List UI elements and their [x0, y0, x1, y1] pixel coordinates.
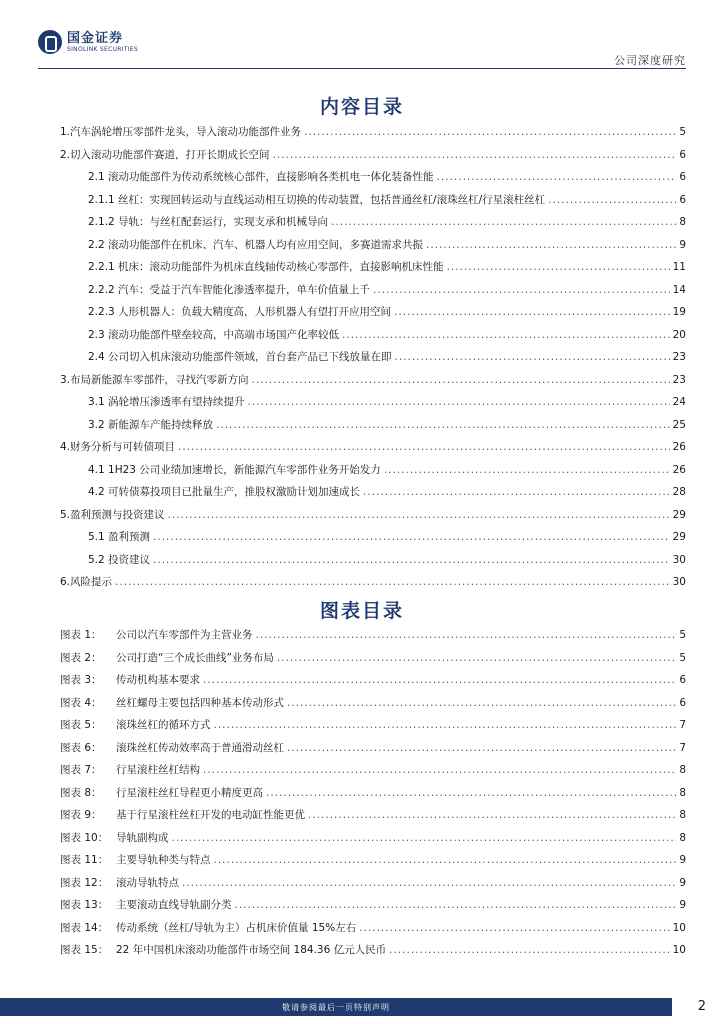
toc-entry-label: 2.1.1 丝杠：实现回转运动与直线运动相互切换的传动装置，包括普通丝杠/滚珠丝杠/行星滚柱丝杠 [88, 193, 546, 206]
figure-entry-page: 10 [672, 921, 686, 934]
figure-entry-number: 图表 10： [60, 831, 109, 844]
toc-entry[interactable] [60, 211, 686, 234]
figure-entry-page: 7 [679, 719, 686, 731]
toc-entry-page: 8 [679, 216, 686, 228]
brand-name-en: SINOLINK SECURITIES [67, 45, 139, 53]
toc-entry-label: 2.1.2 导轨：与丝杠配套运行，实现支承和机械导向 [88, 216, 329, 228]
figure-list [60, 624, 686, 962]
figure-leader-dots [308, 804, 676, 827]
report-type: 公司深度研究 [614, 54, 686, 67]
figure-entry[interactable] [60, 624, 686, 647]
figure-entry[interactable] [60, 692, 686, 715]
figure-entry-label: 22 年中国机床滚动功能部件市场空间 184.36 亿元人民币 [116, 944, 387, 956]
figure-entry-label: 行星滚柱丝杠导程更小精度更高 [116, 786, 263, 799]
toc-entry-page: 23 [672, 373, 686, 386]
figure-entry-label: 传动机构基本要求 [116, 674, 200, 686]
toc-entry-label: 5.2 投资建议 [88, 553, 151, 566]
toc-leader-dots [384, 459, 670, 482]
toc-entry[interactable] [60, 549, 686, 572]
toc-leader-dots [342, 324, 670, 347]
figure-leader-dots [172, 827, 677, 850]
figure-entry[interactable] [60, 804, 686, 827]
toc-entry[interactable] [60, 526, 686, 549]
figure-entry[interactable] [60, 894, 686, 917]
figure-entry-label: 传动系统（丝杠/导轨为主）占机床价值量 15%左右 [116, 921, 357, 934]
toc-leader-dots [426, 234, 676, 257]
toc-entry-page: 29 [672, 531, 686, 543]
figure-list-title: 图表目录 [319, 600, 404, 622]
toc-entry-page: 28 [672, 486, 686, 498]
page-footer [0, 996, 724, 1024]
toc-leader-dots [115, 571, 670, 594]
toc-leader-dots [216, 414, 670, 437]
figure-entry[interactable] [60, 714, 686, 737]
toc-entry[interactable] [60, 436, 686, 459]
figure-leader-dots [287, 737, 676, 760]
figure-entry[interactable] [60, 849, 686, 872]
figure-entry-number: 图表 2： [60, 651, 102, 664]
sinolink-logo-icon [38, 30, 62, 54]
toc-entry-label: 2.3 滚动功能部件壁垒较高，中高端市场国产化率较低 [88, 328, 340, 341]
figure-entry-label: 基于行星滚柱丝杠开发的电动缸性能更优 [116, 809, 305, 821]
toc-entry-page: 30 [672, 553, 686, 566]
toc-entry-label: 1.汽车涡轮增压零部件龙头，导入滚动功能部件业务 [60, 126, 302, 138]
toc-leader-dots [548, 189, 676, 212]
toc-leader-dots [178, 436, 670, 459]
figure-entry[interactable] [60, 827, 686, 850]
toc-entry-label: 4.1 1H23 公司业绩加速增长，新能源汽车零部件业务开始发力 [88, 463, 381, 476]
toc-entry-page: 14 [672, 283, 686, 296]
figure-entry[interactable] [60, 782, 686, 805]
toc-entry-page: 25 [672, 418, 686, 431]
figure-entry-number: 图表 3： [60, 674, 102, 686]
figure-entry-page: 7 [679, 741, 686, 754]
toc-entry[interactable] [60, 414, 686, 437]
toc-entry-label: 4.财务分析与可转债项目 [60, 441, 176, 453]
toc-entry[interactable] [60, 121, 686, 144]
figure-entry-page: 9 [679, 876, 686, 889]
toc-entry-label: 5.盈利预测与投资建议 [60, 508, 165, 521]
toc-entry-label: 3.1 涡轮增压渗透率有望持续提升 [88, 396, 245, 408]
figure-entry-page: 5 [679, 651, 686, 664]
toc-entry-label: 5.1 盈利预测 [88, 531, 151, 543]
figure-entry-number: 图表 15： [60, 944, 109, 956]
figure-entry-page: 9 [679, 899, 686, 911]
toc-entry-page: 26 [672, 441, 686, 453]
figure-entry[interactable] [60, 759, 686, 782]
figure-leader-dots [214, 849, 677, 872]
toc-entry-page: 9 [679, 238, 686, 251]
figure-entry-page: 8 [679, 831, 686, 844]
toc-entry-label: 2.2.3 人形机器人：负载大精度高，人形机器人有望打开应用空间 [88, 306, 392, 318]
toc-leader-dots [437, 166, 677, 189]
toc-leader-dots [248, 391, 670, 414]
figure-entry-page: 8 [679, 809, 686, 821]
figure-entry-label: 导轨副构成 [116, 831, 169, 844]
figure-entry-number: 图表 14： [60, 921, 109, 934]
toc-entry[interactable] [60, 481, 686, 504]
toc-entry[interactable] [60, 166, 686, 189]
figure-entry[interactable] [60, 872, 686, 895]
figure-entry-label: 行星滚柱丝杠结构 [116, 764, 200, 776]
toc-entry-label: 2.2.1 机床：滚动功能部件为机床直线轴传动核心零部件，直接影响机床性能 [88, 261, 444, 273]
toc-entry-page: 5 [679, 126, 686, 138]
figure-entry-number: 图表 9： [60, 809, 102, 821]
figure-leader-dots [256, 624, 677, 647]
sinolink-logo [38, 30, 138, 54]
toc-entry-label: 3.布局新能源车零部件，寻找汽零新方向 [60, 373, 249, 386]
figure-entry-label: 公司以汽车零部件为主营业务 [116, 629, 253, 641]
figure-entry-number: 图表 7： [60, 764, 102, 776]
toc-leader-dots [395, 346, 670, 369]
figure-entry-page: 8 [679, 764, 686, 776]
toc-entry-label: 2.2.2 汽车：受益于汽车智能化渗透率提升，单车价值量上千 [88, 283, 371, 296]
figure-entry-page: 5 [679, 629, 686, 641]
toc-entry[interactable] [60, 571, 686, 594]
toc-entry[interactable] [60, 504, 686, 527]
figure-entry-number: 图表 12： [60, 876, 109, 889]
figure-leader-dots [359, 917, 669, 940]
toc-entry-page: 19 [672, 306, 686, 318]
figure-leader-dots [235, 894, 677, 917]
figure-leader-dots [203, 759, 676, 782]
figure-entry-page: 6 [679, 674, 686, 686]
brand-name-cn: 国金证券 [67, 30, 124, 46]
toc-leader-dots [168, 504, 670, 527]
figure-entry-number: 图表 13： [60, 899, 109, 911]
figure-entry[interactable] [60, 737, 686, 760]
toc-leader-dots [447, 256, 670, 279]
figure-entry-label: 滚珠丝杠传动效率高于普通滑动丝杠 [116, 741, 284, 754]
figure-entry[interactable] [60, 669, 686, 692]
toc-entry-page: 6 [679, 148, 686, 161]
toc-entry[interactable] [60, 391, 686, 414]
toc-title: 内容目录 [319, 96, 404, 118]
figure-entry-label: 滚珠丝杠的循环方式 [116, 719, 211, 731]
figure-leader-dots [277, 647, 676, 670]
figure-entry-number: 图表 1： [60, 629, 102, 641]
figure-entry-page: 8 [679, 786, 686, 799]
toc-leader-dots [153, 549, 670, 572]
figure-entry-number: 图表 5： [60, 719, 102, 731]
toc-entry[interactable] [60, 324, 686, 347]
toc-entry-page: 26 [672, 463, 686, 476]
figure-entry[interactable] [60, 917, 686, 940]
toc-entry-page: 11 [672, 261, 686, 273]
figure-entry[interactable] [60, 647, 686, 670]
toc-entry-page: 23 [672, 351, 686, 363]
figure-entry-number: 图表 4： [60, 696, 102, 709]
figure-leader-dots [389, 939, 670, 962]
toc-leader-dots [273, 144, 677, 167]
toc-leader-dots [153, 526, 670, 549]
figure-entry-label: 滚动导轨特点 [116, 876, 179, 889]
figure-entry-label: 公司打造“三个成长曲线”业务布局 [116, 651, 274, 664]
toc-entry[interactable] [60, 279, 686, 302]
figure-entry-number: 图表 6： [60, 741, 102, 754]
toc-entry-page: 20 [672, 328, 686, 341]
page-number: 2 [697, 999, 706, 1014]
toc-entry[interactable] [60, 256, 686, 279]
toc-entry-page: 30 [672, 576, 686, 588]
figure-leader-dots [266, 782, 676, 805]
figure-entry-page: 6 [679, 696, 686, 709]
toc-entry-label: 6.风险提示 [60, 576, 113, 588]
toc-entry-label: 3.2 新能源车产能持续释放 [88, 418, 214, 431]
toc-entry-page: 24 [672, 396, 686, 408]
figure-entry-page: 9 [679, 854, 686, 866]
toc-leader-dots [252, 369, 670, 392]
toc-entry[interactable] [60, 144, 686, 167]
toc-entry-label: 2.切入滚动功能部件赛道，打开长期成长空间 [60, 148, 270, 161]
toc-entry-page: 29 [672, 508, 686, 521]
toc-entry[interactable] [60, 301, 686, 324]
toc-entry[interactable] [60, 346, 686, 369]
toc-entry[interactable] [60, 459, 686, 482]
toc-entry-label: 2.4 公司切入机床滚动功能部件领域，首台套产品已下线放量在即 [88, 351, 392, 363]
figure-entry-label: 主要滚动直线导轨副分类 [116, 899, 232, 911]
toc-entry[interactable] [60, 189, 686, 212]
toc-entry-page: 6 [679, 171, 686, 183]
figure-entry-label: 丝杠螺母主要包括四种基本传动形式 [116, 696, 284, 709]
footer-disclaimer: 敬请参阅最后一页特别声明 [282, 1003, 390, 1012]
page-header [0, 0, 724, 70]
figure-entry-number: 图表 11： [60, 854, 109, 866]
header-divider [38, 68, 686, 69]
toc-entry-label: 2.2 滚动功能部件在机床、汽车、机器人均有应用空间，多赛道需求共振 [88, 238, 424, 251]
toc-entry-label: 4.2 可转债募投项目已批量生产，推股权激励计划加速成长 [88, 486, 361, 498]
toc-leader-dots [331, 211, 676, 234]
figure-leader-dots [214, 714, 677, 737]
toc-leader-dots [363, 481, 670, 504]
toc-leader-dots [394, 301, 670, 324]
figure-entry-page: 10 [672, 944, 686, 956]
toc-entry-label: 2.1 滚动功能部件为传动系统核心部件，直接影响各类机电一体化装备性能 [88, 171, 434, 183]
figure-entry-number: 图表 8： [60, 786, 102, 799]
figure-entry[interactable] [60, 939, 686, 962]
toc-entry[interactable] [60, 234, 686, 257]
figure-entry-label: 主要导轨种类与特点 [116, 854, 211, 866]
figure-leader-dots [287, 692, 676, 715]
toc-entry[interactable] [60, 369, 686, 392]
toc-leader-dots [304, 121, 676, 144]
toc-leader-dots [373, 279, 670, 302]
toc-entry-page: 6 [679, 193, 686, 206]
figure-leader-dots [182, 872, 676, 895]
toc-list [60, 121, 686, 594]
figure-leader-dots [203, 669, 676, 692]
